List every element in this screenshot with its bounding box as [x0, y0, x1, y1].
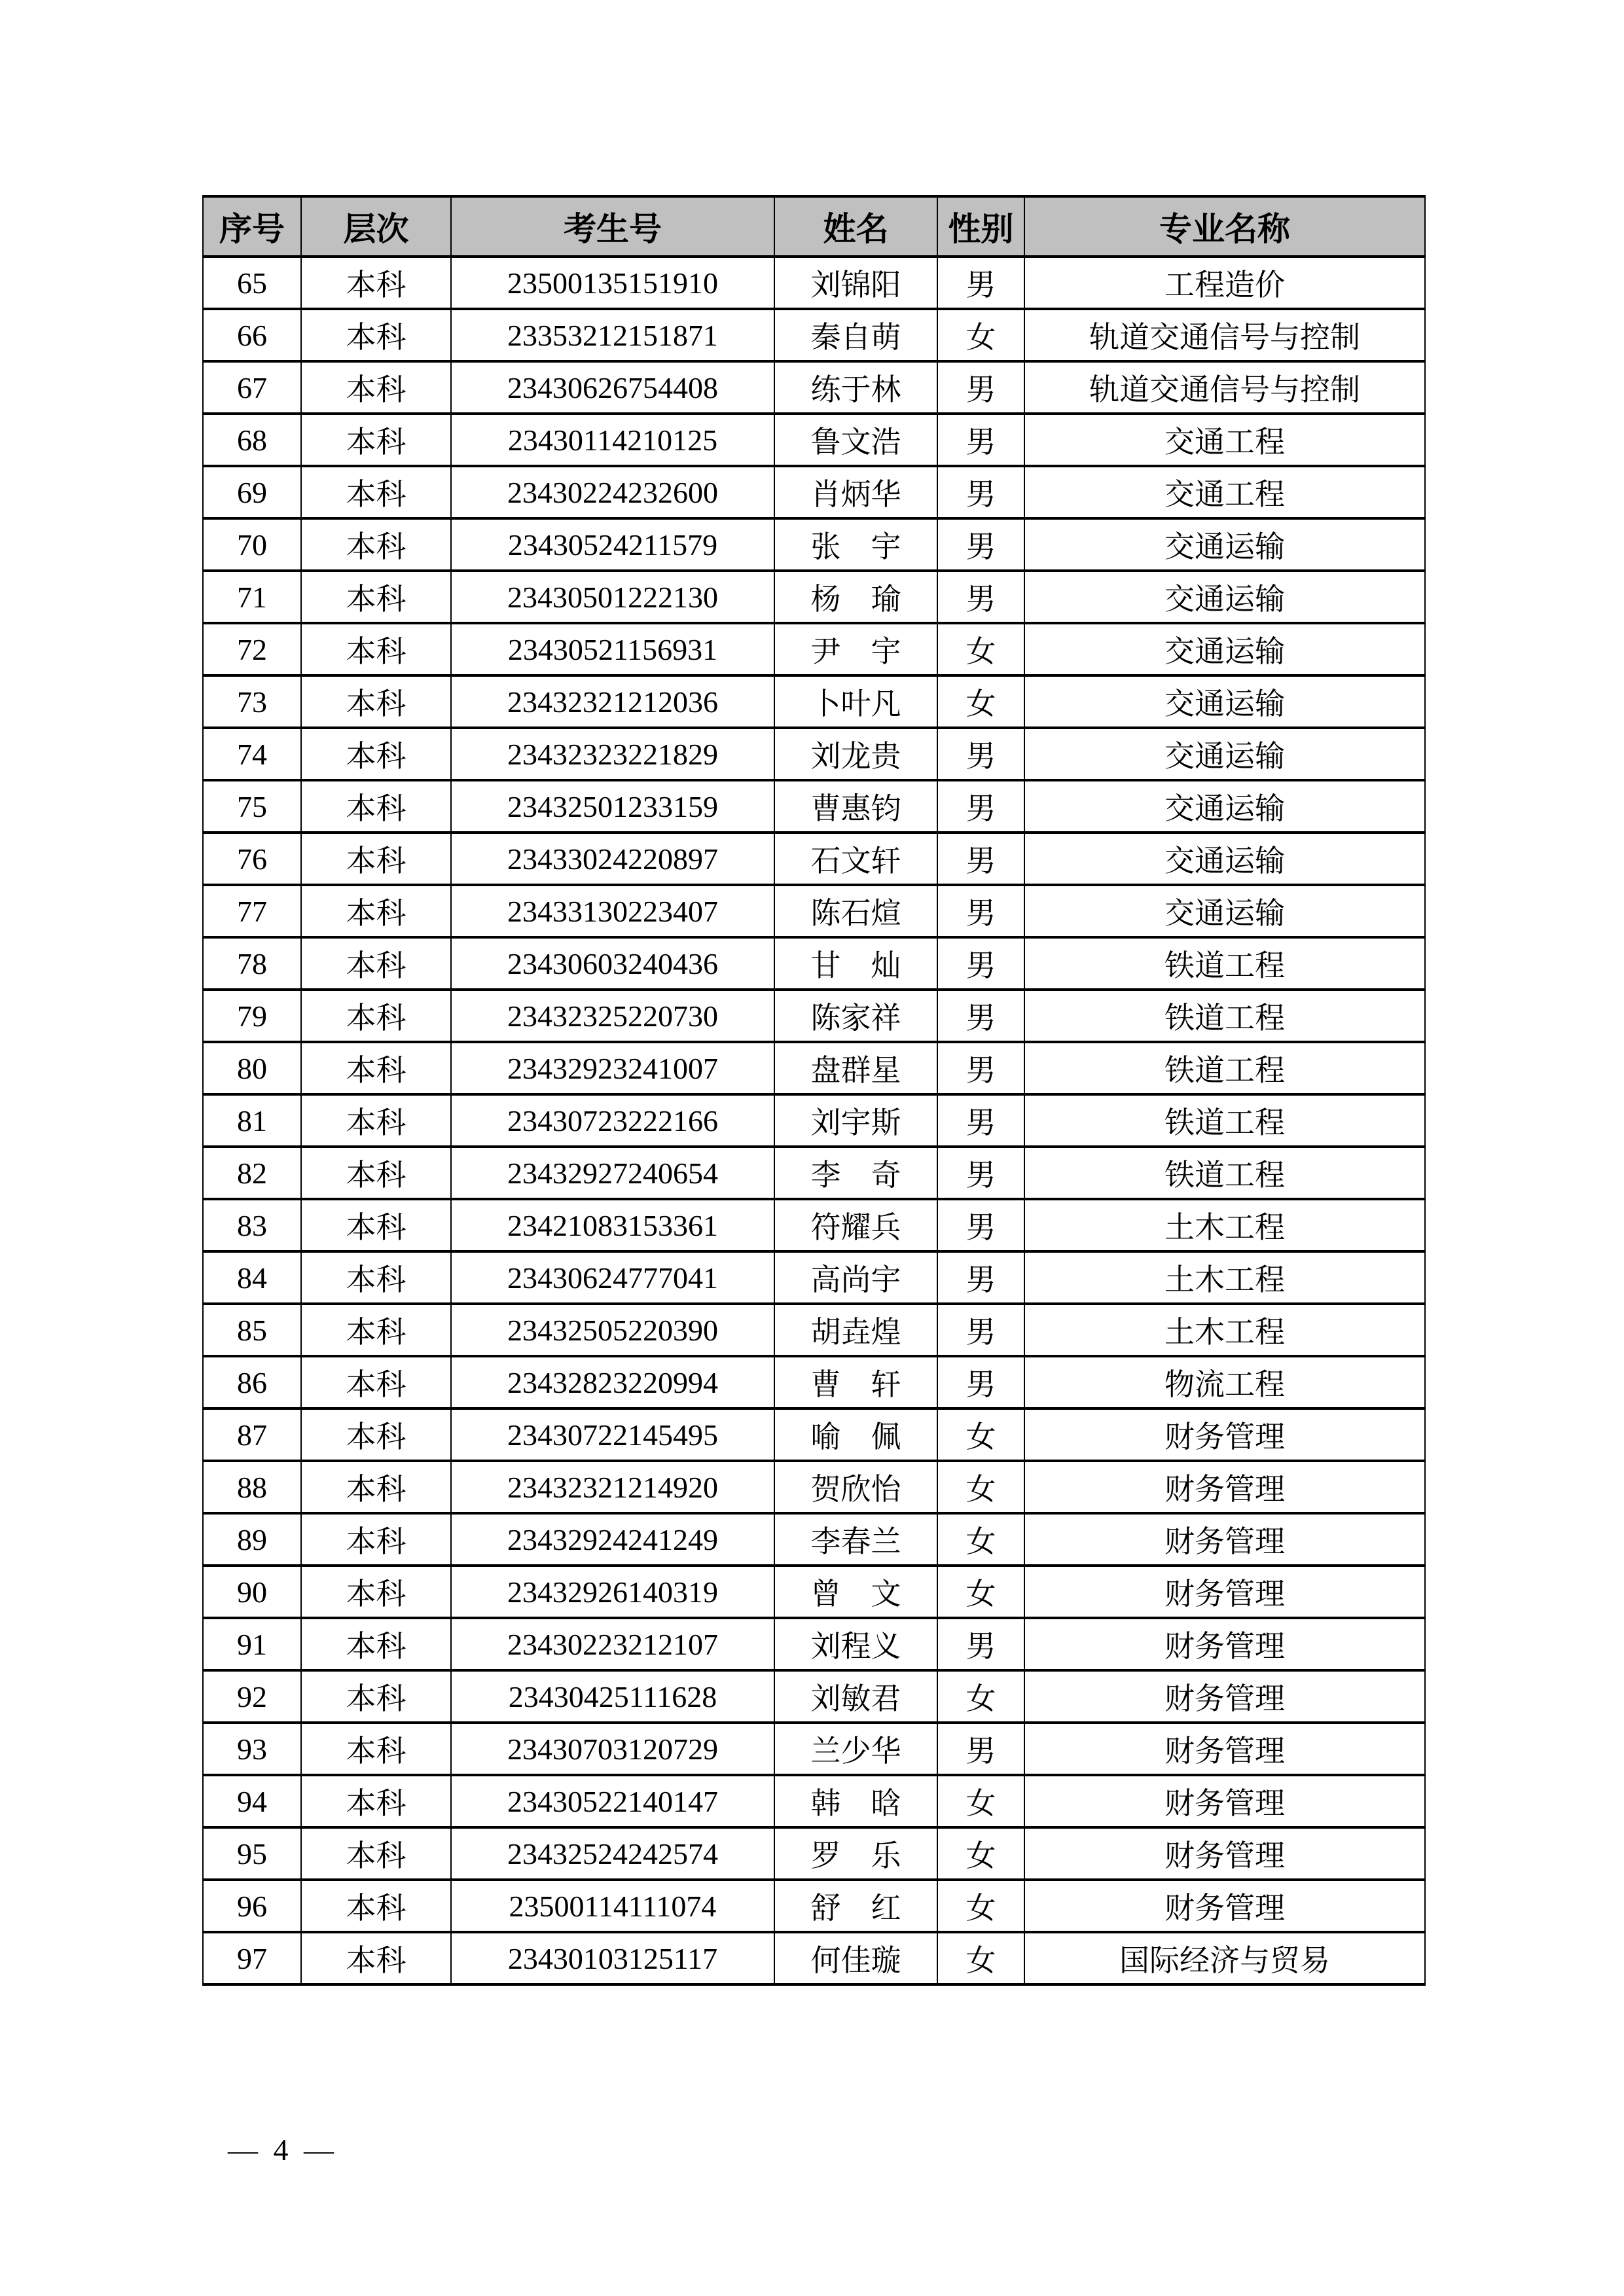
cell-candidate-no: 23432823220994 [451, 1356, 774, 1408]
cell-level: 本科 [301, 1618, 451, 1670]
cell-name: 贺欣怡 [774, 1461, 937, 1513]
cell-level: 本科 [301, 1094, 451, 1147]
cell-candidate-no: 23430626754408 [451, 361, 774, 414]
cell-candidate-no: 23430103125117 [451, 1932, 774, 1984]
cell-candidate-no: 23432923241007 [451, 1042, 774, 1094]
cell-candidate-no: 23432524242574 [451, 1827, 774, 1880]
cell-candidate-no: 23432505220390 [451, 1304, 774, 1356]
cell-major: 财务管理 [1024, 1566, 1425, 1618]
table-row [203, 466, 1425, 518]
cell-seq: 78 [203, 937, 301, 990]
cell-candidate-no: 23430703120729 [451, 1723, 774, 1775]
cell-level: 本科 [301, 1932, 451, 1984]
cell-level: 本科 [301, 1723, 451, 1775]
cell-major: 交通运输 [1024, 623, 1425, 675]
cell-seq: 86 [203, 1356, 301, 1408]
cell-name: 刘程义 [774, 1618, 937, 1670]
cell-major: 交通工程 [1024, 466, 1425, 518]
cell-name: 尹 宇 [774, 623, 937, 675]
cell-level: 本科 [301, 1408, 451, 1461]
cell-seq: 74 [203, 728, 301, 780]
table-row [203, 518, 1425, 571]
cell-candidate-no: 23430501222130 [451, 571, 774, 623]
cell-major: 轨道交通信号与控制 [1024, 361, 1425, 414]
table-row [203, 1356, 1425, 1408]
cell-seq: 84 [203, 1251, 301, 1304]
cell-candidate-no: 23432321212036 [451, 675, 774, 728]
cell-name: 陈石煊 [774, 885, 937, 937]
table-row [203, 1042, 1425, 1094]
cell-level: 本科 [301, 1827, 451, 1880]
table-row [203, 885, 1425, 937]
cell-gender: 男 [937, 1356, 1024, 1408]
cell-level: 本科 [301, 1461, 451, 1513]
table-row [203, 571, 1425, 623]
header-gender: 性别 [937, 196, 1024, 257]
cell-candidate-no: 23353212151871 [451, 309, 774, 361]
page-number: — 4 — [228, 2133, 338, 2166]
cell-major: 交通运输 [1024, 728, 1425, 780]
cell-candidate-no: 23430521156931 [451, 623, 774, 675]
cell-major: 财务管理 [1024, 1461, 1425, 1513]
cell-gender: 男 [937, 1304, 1024, 1356]
table-row [203, 675, 1425, 728]
cell-major: 交通运输 [1024, 780, 1425, 833]
cell-major: 铁道工程 [1024, 1042, 1425, 1094]
cell-gender: 男 [937, 1094, 1024, 1147]
cell-name: 陈家祥 [774, 990, 937, 1042]
cell-level: 本科 [301, 361, 451, 414]
cell-candidate-no: 23430522140147 [451, 1775, 774, 1827]
table-row [203, 1932, 1425, 1984]
table-row [203, 361, 1425, 414]
cell-major: 财务管理 [1024, 1775, 1425, 1827]
cell-seq: 96 [203, 1880, 301, 1932]
table-row [203, 1251, 1425, 1304]
cell-major: 财务管理 [1024, 1723, 1425, 1775]
cell-level: 本科 [301, 990, 451, 1042]
cell-seq: 88 [203, 1461, 301, 1513]
cell-level: 本科 [301, 257, 451, 309]
cell-major: 铁道工程 [1024, 1147, 1425, 1199]
cell-name: 张 宇 [774, 518, 937, 571]
cell-level: 本科 [301, 309, 451, 361]
table-row [203, 1723, 1425, 1775]
cell-name: 何佳璇 [774, 1932, 937, 1984]
table-row [203, 1147, 1425, 1199]
cell-major: 工程造价 [1024, 257, 1425, 309]
cell-candidate-no: 23432325220730 [451, 990, 774, 1042]
cell-name: 卜叶凡 [774, 675, 937, 728]
cell-seq: 82 [203, 1147, 301, 1199]
cell-candidate-no: 23430224232600 [451, 466, 774, 518]
cell-level: 本科 [301, 466, 451, 518]
cell-candidate-no: 23432924241249 [451, 1513, 774, 1566]
cell-level: 本科 [301, 518, 451, 571]
table-row [203, 1827, 1425, 1880]
cell-level: 本科 [301, 571, 451, 623]
cell-level: 本科 [301, 1042, 451, 1094]
admission-roster-table [202, 195, 1426, 1986]
cell-seq: 72 [203, 623, 301, 675]
table-row [203, 1880, 1425, 1932]
cell-name: 刘锦阳 [774, 257, 937, 309]
cell-seq: 85 [203, 1304, 301, 1356]
cell-seq: 77 [203, 885, 301, 937]
cell-name: 刘宇斯 [774, 1094, 937, 1147]
cell-gender: 男 [937, 1042, 1024, 1094]
cell-seq: 66 [203, 309, 301, 361]
cell-seq: 81 [203, 1094, 301, 1147]
cell-name: 鲁文浩 [774, 414, 937, 466]
cell-name: 李 奇 [774, 1147, 937, 1199]
cell-gender: 女 [937, 1670, 1024, 1723]
cell-gender: 男 [937, 990, 1024, 1042]
cell-major: 交通运输 [1024, 833, 1425, 885]
cell-gender: 女 [937, 1461, 1024, 1513]
cell-seq: 87 [203, 1408, 301, 1461]
cell-major: 土木工程 [1024, 1251, 1425, 1304]
cell-gender: 女 [937, 1513, 1024, 1566]
cell-gender: 女 [937, 1880, 1024, 1932]
cell-name: 肖炳华 [774, 466, 937, 518]
cell-name: 曾 文 [774, 1566, 937, 1618]
cell-gender: 男 [937, 780, 1024, 833]
cell-major: 交通运输 [1024, 518, 1425, 571]
cell-gender: 女 [937, 1932, 1024, 1984]
table-row [203, 780, 1425, 833]
header-major: 专业名称 [1024, 196, 1425, 257]
cell-candidate-no: 23433130223407 [451, 885, 774, 937]
table-row [203, 1408, 1425, 1461]
cell-gender: 男 [937, 937, 1024, 990]
table-row [203, 1199, 1425, 1251]
cell-candidate-no: 23430723222166 [451, 1094, 774, 1147]
cell-candidate-no: 23421083153361 [451, 1199, 774, 1251]
cell-name: 练于林 [774, 361, 937, 414]
cell-name: 喻 佩 [774, 1408, 937, 1461]
cell-level: 本科 [301, 833, 451, 885]
cell-candidate-no: 23500114111074 [451, 1880, 774, 1932]
cell-level: 本科 [301, 1566, 451, 1618]
cell-seq: 93 [203, 1723, 301, 1775]
cell-candidate-no: 23432501233159 [451, 780, 774, 833]
cell-major: 交通运输 [1024, 885, 1425, 937]
cell-gender: 男 [937, 518, 1024, 571]
cell-level: 本科 [301, 1513, 451, 1566]
cell-gender: 女 [937, 1827, 1024, 1880]
cell-major: 财务管理 [1024, 1880, 1425, 1932]
cell-candidate-no: 23430425111628 [451, 1670, 774, 1723]
cell-gender: 男 [937, 1199, 1024, 1251]
cell-name: 甘 灿 [774, 937, 937, 990]
cell-level: 本科 [301, 1880, 451, 1932]
cell-candidate-no: 23432927240654 [451, 1147, 774, 1199]
cell-name: 秦自萌 [774, 309, 937, 361]
cell-seq: 65 [203, 257, 301, 309]
table-row [203, 728, 1425, 780]
table-row [203, 257, 1425, 309]
cell-seq: 71 [203, 571, 301, 623]
cell-candidate-no: 23430223212107 [451, 1618, 774, 1670]
table-row [203, 414, 1425, 466]
cell-level: 本科 [301, 885, 451, 937]
cell-seq: 94 [203, 1775, 301, 1827]
cell-major: 铁道工程 [1024, 1094, 1425, 1147]
cell-name: 曹惠钧 [774, 780, 937, 833]
cell-candidate-no: 23433024220897 [451, 833, 774, 885]
table-body [203, 257, 1425, 1984]
table-row [203, 1670, 1425, 1723]
cell-major: 轨道交通信号与控制 [1024, 309, 1425, 361]
cell-name: 胡垚煌 [774, 1304, 937, 1356]
cell-level: 本科 [301, 1199, 451, 1251]
cell-gender: 男 [937, 1147, 1024, 1199]
cell-gender: 女 [937, 1775, 1024, 1827]
cell-gender: 女 [937, 309, 1024, 361]
cell-candidate-no: 23432926140319 [451, 1566, 774, 1618]
table-row [203, 937, 1425, 990]
cell-name: 盘群星 [774, 1042, 937, 1094]
cell-name: 杨 瑜 [774, 571, 937, 623]
cell-name: 刘龙贵 [774, 728, 937, 780]
cell-name: 符耀兵 [774, 1199, 937, 1251]
cell-gender: 男 [937, 257, 1024, 309]
cell-gender: 女 [937, 623, 1024, 675]
cell-major: 土木工程 [1024, 1199, 1425, 1251]
cell-major: 财务管理 [1024, 1408, 1425, 1461]
cell-name: 李春兰 [774, 1513, 937, 1566]
cell-major: 铁道工程 [1024, 937, 1425, 990]
cell-candidate-no: 23430722145495 [451, 1408, 774, 1461]
cell-level: 本科 [301, 1304, 451, 1356]
table-row [203, 623, 1425, 675]
cell-gender: 男 [937, 1618, 1024, 1670]
cell-name: 罗 乐 [774, 1827, 937, 1880]
cell-gender: 男 [937, 1723, 1024, 1775]
cell-candidate-no: 23500135151910 [451, 257, 774, 309]
table-row [203, 1304, 1425, 1356]
cell-seq: 92 [203, 1670, 301, 1723]
cell-name: 舒 红 [774, 1880, 937, 1932]
cell-candidate-no: 23430603240436 [451, 937, 774, 990]
cell-seq: 67 [203, 361, 301, 414]
table-row [203, 1461, 1425, 1513]
cell-seq: 90 [203, 1566, 301, 1618]
cell-seq: 69 [203, 466, 301, 518]
cell-seq: 91 [203, 1618, 301, 1670]
table-row [203, 1566, 1425, 1618]
cell-level: 本科 [301, 414, 451, 466]
cell-candidate-no: 23430624777041 [451, 1251, 774, 1304]
cell-gender: 男 [937, 466, 1024, 518]
cell-seq: 76 [203, 833, 301, 885]
cell-name: 韩 晗 [774, 1775, 937, 1827]
table-row [203, 309, 1425, 361]
table-row [203, 1513, 1425, 1566]
table-row [203, 1618, 1425, 1670]
cell-name: 高尚宇 [774, 1251, 937, 1304]
table-head [203, 196, 1425, 257]
cell-name: 曹 轩 [774, 1356, 937, 1408]
cell-level: 本科 [301, 1147, 451, 1199]
cell-seq: 75 [203, 780, 301, 833]
cell-name: 石文轩 [774, 833, 937, 885]
cell-gender: 男 [937, 1251, 1024, 1304]
cell-level: 本科 [301, 937, 451, 990]
cell-major: 物流工程 [1024, 1356, 1425, 1408]
cell-seq: 97 [203, 1932, 301, 1984]
cell-gender: 男 [937, 414, 1024, 466]
header-name: 姓名 [774, 196, 937, 257]
cell-level: 本科 [301, 1670, 451, 1723]
cell-major: 财务管理 [1024, 1513, 1425, 1566]
cell-seq: 70 [203, 518, 301, 571]
cell-seq: 89 [203, 1513, 301, 1566]
cell-seq: 95 [203, 1827, 301, 1880]
cell-major: 财务管理 [1024, 1827, 1425, 1880]
cell-major: 国际经济与贸易 [1024, 1932, 1425, 1984]
cell-gender: 男 [937, 361, 1024, 414]
cell-gender: 男 [937, 728, 1024, 780]
cell-candidate-no: 23432323221829 [451, 728, 774, 780]
cell-gender: 男 [937, 571, 1024, 623]
table-row [203, 1775, 1425, 1827]
cell-name: 刘敏君 [774, 1670, 937, 1723]
table-row [203, 990, 1425, 1042]
cell-seq: 79 [203, 990, 301, 1042]
cell-seq: 83 [203, 1199, 301, 1251]
cell-candidate-no: 23432321214920 [451, 1461, 774, 1513]
cell-major: 交通运输 [1024, 571, 1425, 623]
cell-major: 交通工程 [1024, 414, 1425, 466]
cell-seq: 80 [203, 1042, 301, 1094]
table-row [203, 1094, 1425, 1147]
cell-major: 交通运输 [1024, 675, 1425, 728]
cell-level: 本科 [301, 1775, 451, 1827]
cell-gender: 男 [937, 885, 1024, 937]
cell-level: 本科 [301, 1251, 451, 1304]
cell-level: 本科 [301, 1356, 451, 1408]
cell-candidate-no: 23430524211579 [451, 518, 774, 571]
cell-major: 铁道工程 [1024, 990, 1425, 1042]
cell-level: 本科 [301, 728, 451, 780]
table-header-row [203, 196, 1425, 257]
cell-level: 本科 [301, 675, 451, 728]
cell-level: 本科 [301, 780, 451, 833]
cell-seq: 73 [203, 675, 301, 728]
header-candidate-no: 考生号 [451, 196, 774, 257]
cell-major: 财务管理 [1024, 1618, 1425, 1670]
table-row [203, 833, 1425, 885]
cell-major: 土木工程 [1024, 1304, 1425, 1356]
cell-gender: 女 [937, 1566, 1024, 1618]
cell-major: 财务管理 [1024, 1670, 1425, 1723]
cell-seq: 68 [203, 414, 301, 466]
header-level: 层次 [301, 196, 451, 257]
cell-gender: 男 [937, 833, 1024, 885]
cell-gender: 女 [937, 675, 1024, 728]
cell-level: 本科 [301, 623, 451, 675]
cell-gender: 女 [937, 1408, 1024, 1461]
cell-candidate-no: 23430114210125 [451, 414, 774, 466]
cell-name: 兰少华 [774, 1723, 937, 1775]
header-seq: 序号 [203, 196, 301, 257]
